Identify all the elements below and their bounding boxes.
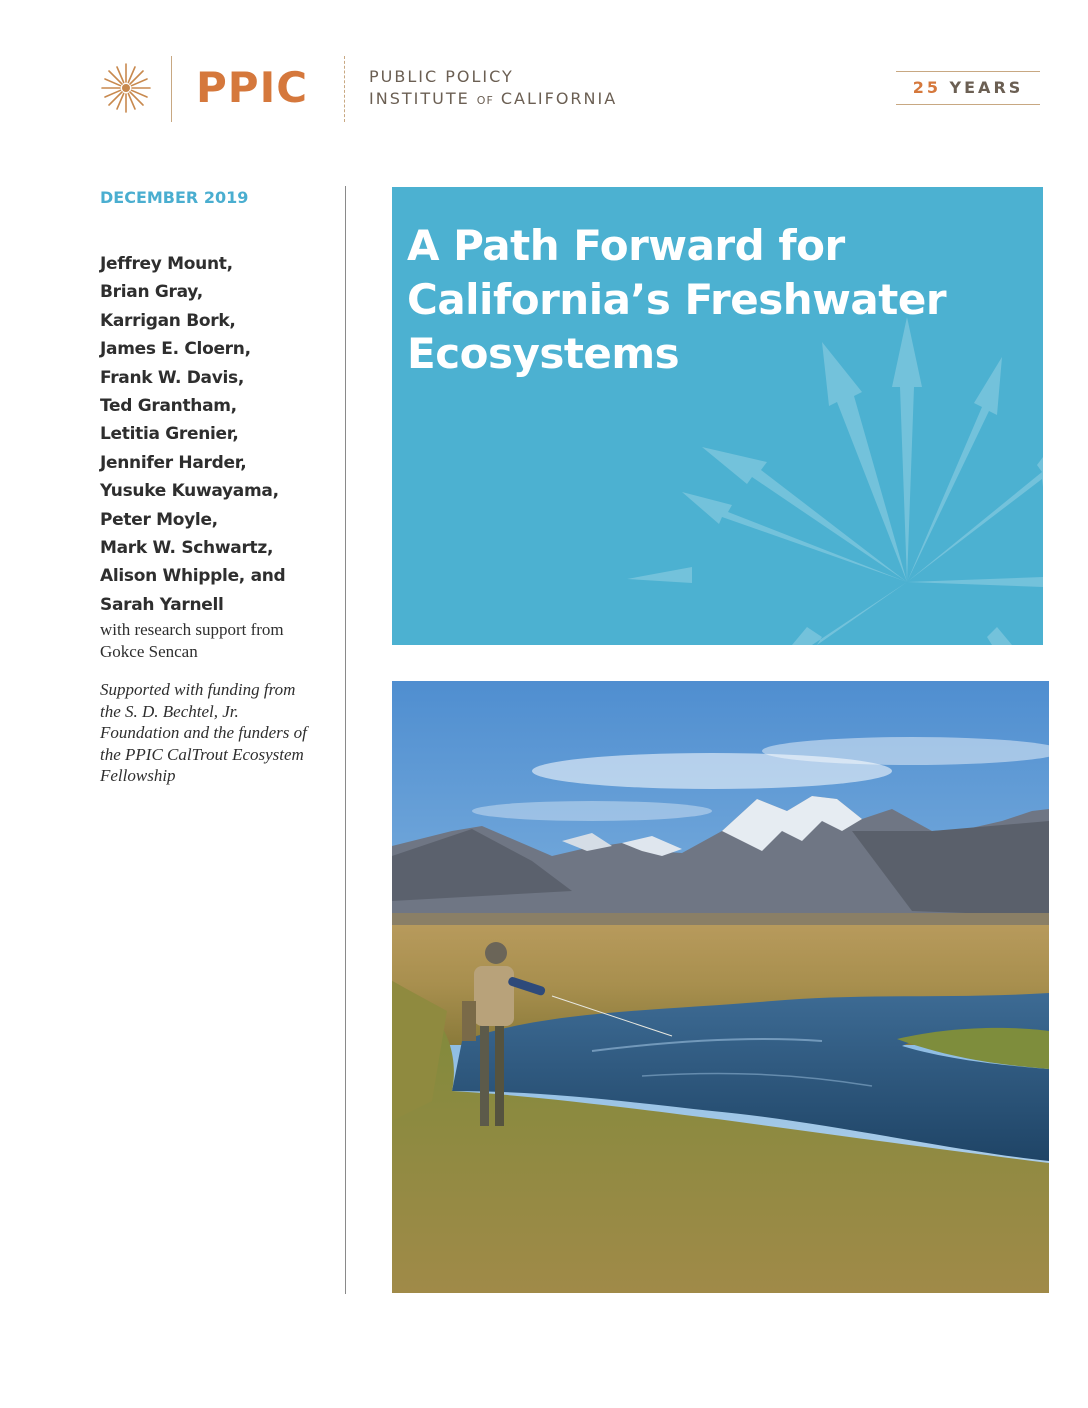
author-name: Sarah Yarnell [100, 594, 224, 615]
report-title: A Path Forward for California’s Freshwater Ecosystems [407, 221, 947, 378]
author-list [100, 250, 285, 619]
logo-divider [344, 56, 345, 122]
author-name: Alison Whipple, and [100, 566, 286, 587]
funding-note: Supported with funding from the S. D. Bechtel, Jr. Foundation and the funders of the PPIC CalTrout Ecosystem Fellowship [100, 680, 307, 785]
ppic-wordmark: PPIC [196, 63, 309, 112]
fly-fishing-river-photo [392, 681, 1049, 1293]
author-name: James E. Cloern, [100, 339, 251, 360]
author-name: Jeffrey Mount, [100, 254, 233, 274]
title-panel [392, 187, 1043, 645]
author-name: Yusuke Kuwayama, [100, 481, 279, 502]
logo-divider [171, 56, 172, 122]
institute-name-line2: INSTITUTE OF CALIFORNIA [369, 89, 618, 108]
author-name: Karrigan Bork, [100, 310, 236, 331]
author-name: Jennifer Harder, [100, 452, 247, 473]
author-name: Ted Grantham, [100, 396, 237, 417]
publication-date: DECEMBER 2019 [100, 188, 249, 207]
research-support-note: with research support from Gokce Sencan [100, 620, 284, 661]
institute-name-line1: PUBLIC POLICY [369, 67, 514, 86]
anniversary-badge: 25 YEARS [896, 71, 1040, 105]
author-name: Mark W. Schwartz, [100, 538, 274, 559]
sunburst-logo-icon [100, 62, 152, 114]
author-name: Letitia Grenier, [100, 424, 239, 445]
author-name: Frank W. Davis, [100, 367, 245, 388]
author-name: Peter Moyle, [100, 509, 218, 530]
column-divider [345, 186, 346, 1294]
author-name: Brian Gray, [100, 282, 203, 303]
